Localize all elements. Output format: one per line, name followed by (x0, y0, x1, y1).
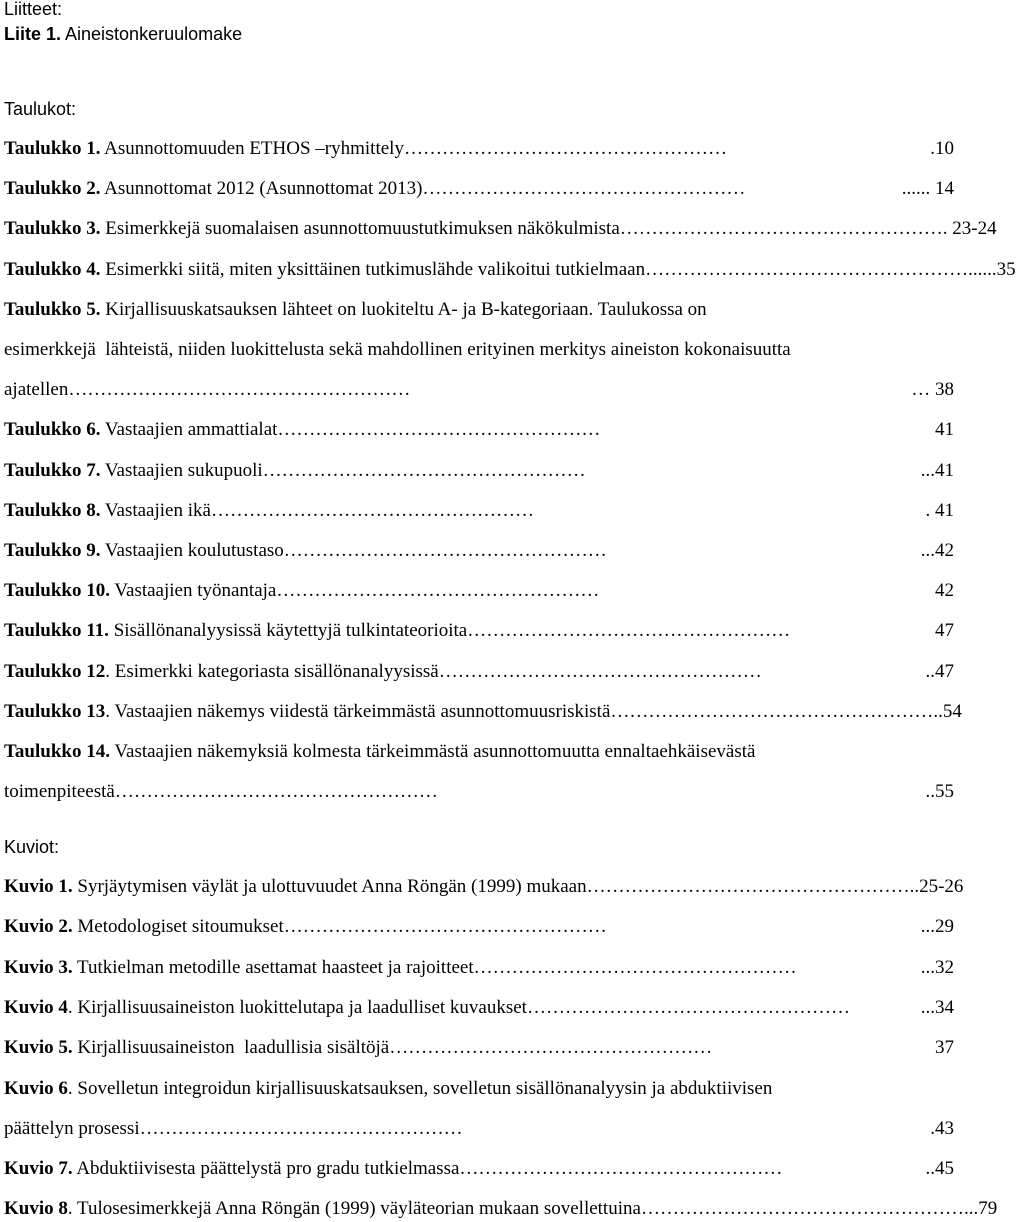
taulukko-label: Taulukko 7. (4, 459, 101, 481)
page-number: . 41 (925, 499, 954, 521)
taulukko-label: Taulukko 10. (4, 580, 110, 602)
taulukko-entry (4, 540, 954, 564)
taulukko-entry (4, 299, 954, 323)
taulukko-entry (4, 419, 954, 443)
taulukko-label: Taulukko 9. (4, 540, 101, 561)
taulukko-label: Taulukko 3. (4, 218, 101, 240)
taulukko-entry (4, 661, 954, 685)
kuvio-label: Kuvio 2. (4, 916, 73, 938)
taulukko-title: Sisällönanalyysissä käytettyjä tulkintateorioita (108, 620, 468, 642)
kuvio-entry (4, 997, 954, 1021)
dot-leader: …………………………………………… (276, 580, 600, 602)
taulukko-title: Vastaajien ammattialat (100, 419, 278, 441)
dot-leader: …………………………………………… (459, 1158, 783, 1180)
kuvio-entry (4, 876, 964, 900)
page-number: . 23-24 (942, 218, 997, 240)
dot-leader: …………………………………………… (438, 660, 762, 682)
page-number: 41 (935, 419, 954, 441)
kuvio-entry (4, 1158, 954, 1182)
liite-label: Liite 1. (4, 24, 62, 44)
kuvio-label: Kuvio 8 (4, 1198, 68, 1220)
page-number: ...... 14 (901, 178, 954, 200)
page-number: 47 (935, 620, 954, 642)
taulukko-title: Esimerkkejä suomalaisen asunnottomuustutkimuksen näkökulmista (100, 218, 620, 240)
page-number: … 38 (911, 379, 954, 401)
taulukko-label: Taulukko 12 (4, 660, 106, 682)
dot-leader: …………………………………………… (87, 379, 411, 401)
dot-leader: …………………………………………… (640, 1198, 964, 1220)
taulukko-entry (4, 258, 1016, 283)
dot-leader: …………………………………………… (467, 620, 791, 642)
page-number: 37 (935, 1037, 954, 1059)
kuvio-entry (4, 1037, 954, 1061)
page-number: ..54 (933, 700, 962, 722)
taulukko-entry (4, 379, 954, 403)
taulukko-label: Taulukko 5. (4, 298, 101, 320)
page-number: ...29 (920, 916, 954, 938)
kuvio-label: Kuvio 3. (4, 956, 73, 978)
taulukko-entry (4, 138, 954, 162)
page-number: .10 (930, 138, 954, 159)
kuvio-title: Syrjäytymisen väylät ja ulottuvuudet Anna Röngän (1999) mukaan (72, 876, 587, 897)
liite-1-entry (4, 23, 954, 47)
taulukko-entry (4, 178, 954, 202)
page-number: ...34 (920, 996, 954, 1018)
kuvio-title: Metodologiset sitoumukset (72, 916, 284, 938)
taulukko-entry (4, 460, 954, 484)
dot-leader: …………………………………………… (645, 258, 969, 280)
taulukko-label: Taulukko 1. (4, 138, 101, 159)
taulukko-label: Taulukko 4. (4, 258, 101, 280)
dot-leader: …………………………………………… (619, 218, 943, 240)
dot-leader: …………………………………………… (422, 178, 746, 200)
taulukko-label: Taulukko 6. (4, 419, 101, 441)
dot-leader: …………………………………………… (389, 1037, 713, 1059)
kuvio-title: Kirjallisuusaineiston laadullisia sisältöjä (72, 1037, 390, 1059)
dot-leader: …………………………………………… (473, 956, 797, 978)
taulukko-entry (4, 500, 954, 524)
kuvio-title: päättelyn prosessi (4, 1117, 140, 1139)
kuvio-title: . Kirjallisuusaineiston luokittelutapa ja laadulliset kuvaukset (67, 996, 527, 1018)
taulukko-entry (4, 700, 962, 725)
kuvio-entry (4, 957, 954, 981)
dot-leader: …………………………………………… (526, 996, 850, 1018)
kuvio-title: Abduktiivisesta päättelystä pro gradu tutkielmassa (72, 1158, 460, 1180)
taulukko-title: . Esimerkki kategoriasta sisällönanalyysissä (105, 660, 439, 682)
kuvio-label: Kuvio 7. (4, 1158, 73, 1180)
taulukko-title: Kirjallisuuskatsauksen lähteet on luokiteltu A- ja B-kategoriaan. Taulukossa on (100, 298, 707, 320)
taulukko-title: toimenpiteestä (4, 781, 115, 803)
dot-leader: …………………………………………… (114, 781, 438, 803)
kuvio-label: Kuvio 1. (4, 876, 73, 897)
taulukko-title: Asunnottomat 2012 (Asunnottomat 2013) (100, 178, 423, 200)
taulukko-entry (4, 781, 954, 805)
taulukko-entry (4, 218, 997, 242)
taulukko-title: Vastaajien koulutustaso (100, 540, 284, 561)
liite-text: Aineistonkeruulomake (61, 24, 243, 44)
kuvio-title: Tutkielman metodille asettamat haasteet ja rajoitteet (72, 956, 474, 978)
page-number: 42 (935, 580, 954, 602)
dot-leader: …………………………………………… (610, 700, 934, 722)
page-number: ..47 (925, 660, 954, 682)
kuvio-entry (4, 1198, 998, 1222)
page-number: ..55 (925, 781, 954, 803)
taulukko-label: Taulukko 11. (4, 620, 109, 642)
kuvio-label: Kuvio 5. (4, 1037, 73, 1059)
dot-leader: …………………………………………… (277, 419, 601, 441)
taulukko-label: Taulukko 8. (4, 499, 101, 521)
page-number: ......35 (968, 258, 1016, 280)
kuvio-entry (4, 1118, 954, 1142)
dot-leader: …………………………………………… (283, 916, 607, 938)
taulukko-title: Esimerkki siitä, miten yksittäinen tutkimuslähde valikoitui tutkielmaan (100, 258, 646, 280)
taulukko-title: Vastaajien näkemyksiä kolmesta tärkeimmästä asunnottomuutta ennaltaehkäisevästä (109, 741, 756, 762)
page-number: ...79 (963, 1198, 998, 1220)
taulukko-title: ajatellen… (4, 379, 88, 401)
kuvio-label: Kuvio 4 (4, 996, 68, 1018)
page-number: .43 (930, 1117, 954, 1139)
kuvio-entry (4, 1078, 954, 1102)
taulukko-title: esimerkkejä lähteistä, niiden luokittelusta sekä mahdollinen erityinen merkitys aineiston kokonaisuutta (4, 339, 791, 360)
taulukko-entry (4, 741, 954, 765)
taulukko-label: Taulukko 2. (4, 178, 101, 200)
dot-leader: …………………………………………… (262, 459, 586, 481)
page-number: ...32 (920, 956, 954, 978)
kuvio-label: Kuvio 6 (4, 1077, 68, 1099)
taulukot-heading: Taulukot: (4, 99, 77, 119)
taulukko-title: . Vastaajien näkemys viidestä tärkeimmästä asunnottomuusriskistä (105, 700, 611, 722)
taulukko-title: Vastaajien työnantaja (109, 580, 277, 602)
kuviot-heading: Kuviot: (4, 837, 60, 857)
kuvio-title: . Sovelletun integroidun kirjallisuuskatsauksen, sovelletun sisällönanalyysin ja abduktiivisen (67, 1077, 773, 1099)
taulukko-entry (4, 339, 954, 363)
taulukko-title: Vastaajien sukupuoli (100, 459, 263, 481)
liitteet-heading: Liitteet: (4, 0, 63, 19)
taulukko-label: Taulukko 14. (4, 741, 110, 762)
dot-leader: …………………………………………… (283, 540, 607, 561)
page-number: ...42 (920, 540, 954, 561)
dot-leader: …………………………………………… (586, 876, 910, 897)
page-number: ...41 (920, 459, 954, 481)
page-number: ..25-26 (909, 876, 964, 897)
dot-leader: …………………………………………… (210, 499, 534, 521)
taulukko-entry (4, 580, 954, 604)
taulukko-title: Asunnottomuuden ETHOS –ryhmittely (100, 138, 404, 159)
taulukko-label: Taulukko 13 (4, 700, 106, 722)
kuvio-entry (4, 916, 954, 940)
page-number: ..45 (925, 1158, 954, 1180)
kuvio-title: . Tulosesimerkkejä Anna Röngän (1999) väyläteorian mukaan sovellettuina (67, 1198, 641, 1220)
taulukko-entry (4, 620, 954, 644)
dot-leader: …………………………………………… (139, 1117, 463, 1139)
dot-leader: …………………………………………… (403, 138, 727, 159)
taulukko-title: Vastaajien ikä (100, 499, 211, 521)
